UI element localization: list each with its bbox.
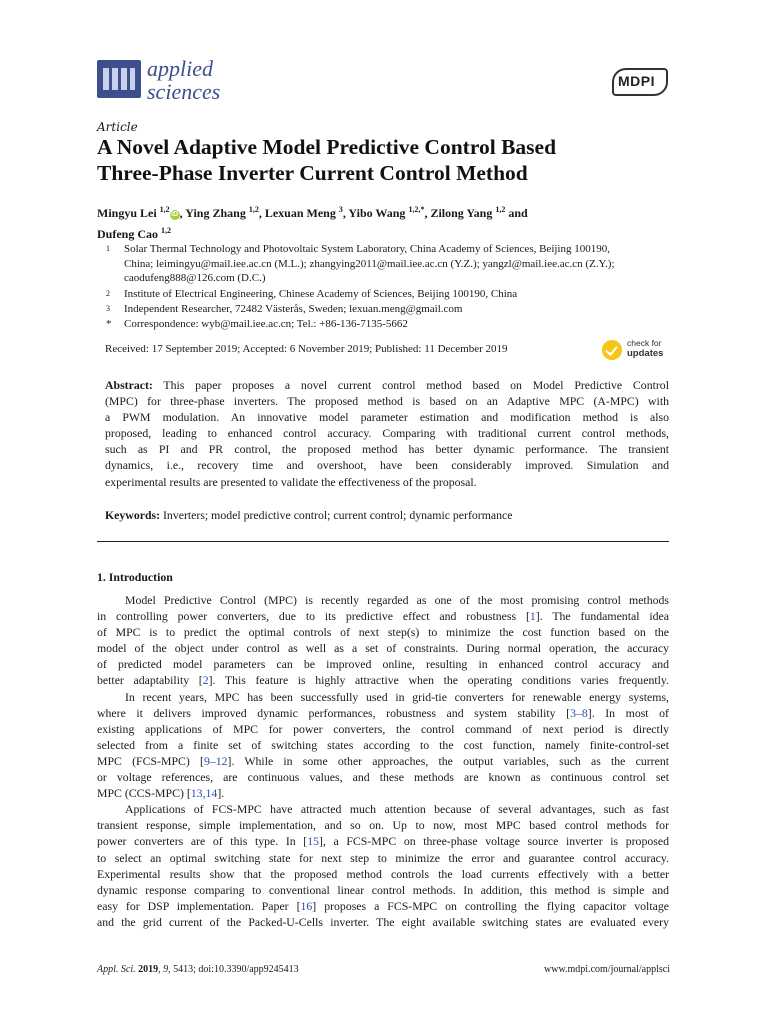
author-name: Ying Zhang: [185, 206, 246, 220]
author-affil-sup: 1,2: [161, 226, 172, 235]
author-affil-sup: 1,2,*: [408, 205, 425, 214]
author-name: Mingyu Lei: [97, 206, 157, 220]
body-line: Applications of FCS-MPC have attracted much attention because of several advantages, such as fast: [125, 802, 669, 817]
abstract-line: a PWM modulation. An innovative model parameter estimation and modification method is also: [105, 410, 669, 425]
body-line: Model Predictive Control (MPC) is recently regarded as one of the most promising control methods: [125, 593, 669, 607]
keywords-label: Keywords:: [105, 508, 161, 522]
title-line: A Novel Adaptive Model Predictive Control Based: [97, 135, 557, 159]
abstract: [105, 377, 669, 490]
affiliation-line: China; leimingyu@mail.iee.ac.cn (M.L.); zhangying2011@mail.iee.ac.cn (Y.Z.); yangzl@mail.iee.ac.cn (Z.Y.);: [124, 257, 615, 270]
journal-name-line1: applied: [147, 56, 213, 81]
mdpi-logo: [612, 68, 670, 98]
author-affil-sup: 3: [338, 205, 343, 214]
affiliation-number: 3: [106, 304, 110, 313]
abstract-line: dynamics, i.e., recovery time and overshoot, have been considerably improved. Simulation and: [105, 458, 669, 473]
journal-logo: [97, 57, 237, 107]
body-line: selected from a finite set of switching states according to the cost function, namely finite-control-set: [97, 737, 669, 752]
citation-link[interactable]: 9–12: [203, 753, 228, 768]
publisher-name: MDPI: [618, 73, 655, 89]
affiliation-line: Institute of Electrical Engineering, Chinese Academy of Sciences, Beijing 100190, China: [124, 288, 518, 300]
body-line: power converters are of this type. In [15], a FCS-MPC on three-phase voltage source inverter is proposed: [97, 834, 669, 849]
page-title: [97, 134, 677, 186]
abstract-line: experimental results are presented to validate the effectiveness of the proposal.: [105, 474, 477, 489]
citation-link[interactable]: 13,14: [190, 786, 218, 801]
author-list: Mingyu Lei $^{1,2}$iD , Ying Zhang $^{1,2}$, Lexuan Meng $^3$, Yibo Wang $^{1,2,*}$, Zilong Yang $^{1,2}$ and Dufeng Cao $^{1,2}$: [97, 205, 528, 241]
footer-year: 2019: [138, 964, 159, 975]
check-updates-line2: updates: [627, 348, 664, 359]
citation-footer: Appl. Sci. 2019, 9, 5413; doi:10.3390/app9245413: [97, 964, 299, 975]
author-affil-sup: 1,2: [159, 205, 170, 214]
author-name: Yibo Wang: [348, 206, 406, 220]
citation-link[interactable]: 15: [307, 834, 320, 849]
author-and: and: [508, 206, 528, 220]
check-updates-line1: check for: [627, 338, 662, 348]
abstract-label: Abstract:: [105, 378, 153, 392]
affiliation-number: *: [106, 318, 112, 330]
body-line: better adaptability [2]. This feature is highly attractive when the operating conditions varies frequently.: [97, 673, 669, 688]
keywords-text: Inverters; model predictive control; current control; dynamic performance: [163, 508, 513, 522]
body-line: where it delivers improved dynamic performances, robustness and system stability [3–8]. In most of: [97, 705, 669, 720]
abstract-line: proposed, leading to enhanced control accuracy. Comparing with traditional current control methods,: [105, 426, 669, 441]
journal-logo-icon: [97, 60, 141, 98]
body-line: easy for DSP implementation. Paper [16] proposes a FCS-MPC on controlling the flying capacitor voltage: [97, 898, 669, 913]
publication-dates: Received: 17 September 2019; Accepted: 6 November 2019; Published: 11 December 2019: [105, 343, 508, 355]
citation-link[interactable]: 2: [202, 673, 209, 688]
affiliation-line: caodufeng888@126.com (D.C.): [124, 272, 266, 285]
footer-journal: Appl. Sci.: [97, 964, 136, 975]
citation-link[interactable]: 3–8: [570, 705, 588, 720]
affiliation-line: Correspondence: wyb@mail.iee.ac.cn; Tel.: +86-136-7135-5662: [124, 318, 408, 330]
intro-text: [97, 592, 669, 930]
body-line: of predicted model parameters can be improved online, resulting in enhanced control accuracy and: [97, 657, 669, 672]
checkmark-icon: [602, 340, 622, 360]
author-name: Zilong Yang: [430, 206, 493, 220]
body-line: in controlling power converters, due to its predictive effect and robustness [1]. The fundamental idea: [97, 609, 669, 624]
section-heading: 1. Introduction: [97, 570, 173, 584]
journal-url-link[interactable]: www.mdpi.com/journal/applsci: [544, 964, 670, 975]
body-line: and the grid current of the Packed-U-Cells inverter. The eight available switching states are evaluated every: [97, 914, 669, 929]
citation-link[interactable]: 16: [300, 898, 313, 913]
body-line: model of the object under control as well as a set of constraints. During normal operation, the accuracy: [97, 641, 669, 656]
footer-volume: 9: [163, 964, 169, 975]
author-affil-sup: 1,2: [495, 205, 506, 214]
orcid-icon[interactable]: iD: [171, 211, 179, 218]
journal-name-line2: sciences: [147, 79, 221, 104]
affiliation-line: Independent Researcher, 72482 Västerås, Sweden; lexuan.meng@gmail.com: [124, 303, 463, 315]
section-divider: [97, 541, 669, 542]
author-affil-sup: 1,2: [248, 205, 259, 214]
title-line: Three-Phase Inverter Current Control Method: [97, 161, 528, 185]
author-name: Dufeng Cao: [97, 227, 159, 241]
body-line: or voltage references, are continuous values, and these methods are known as continuous control set: [97, 770, 669, 785]
footer-doi: , 5413; doi:10.3390/app9245413: [168, 964, 299, 975]
body-line: MPC (CCS-MPC) [13,14].: [97, 786, 225, 801]
body-line: existing applications of MPC for power converters, the control command of next period is directly: [97, 721, 669, 736]
affiliation-line: Solar Thermal Technology and Photovoltaic System Laboratory, China Academy of Sciences, Beijing 100190,: [124, 243, 610, 255]
article-type: Article: [97, 120, 138, 134]
affiliation-number: 1: [106, 244, 110, 253]
body-line: of MPC is to predict the optimal controls of next step(s) to minimize the cost function based on the: [97, 625, 669, 640]
keywords: [105, 507, 669, 523]
body-line: to select an optimal switching state for next step to minimize the error and guarantee control accuracy.: [97, 850, 669, 865]
citation-link[interactable]: 1: [529, 609, 536, 624]
abstract-line: This paper proposes a novel current control method based on Model Predictive Control: [163, 378, 669, 392]
body-line: dynamic response comparing to conventional linear control methods. In addition, this method is simple and: [97, 882, 669, 897]
body-line: Experimental results show that the proposed method controls the load currents effectively with a better: [97, 866, 669, 881]
author-name: Lexuan Meng: [264, 206, 336, 220]
body-line: transient response, simple implementation, and so on. Up to now, most MPC based control methods for: [97, 818, 669, 833]
body-line: MPC (FCS-MPC) [9–12]. While in some other approaches, the output variables, such as the current: [97, 753, 669, 768]
affiliation-number: 2: [106, 289, 110, 298]
body-line: In recent years, MPC has been successfully used in grid-tie converters for renewable energy systems,: [125, 689, 669, 704]
abstract-line: (MPC) for three-phase inverters. The proposed method is based on an Adaptive MPC (A-MPC) with: [105, 394, 669, 409]
check-for-updates-badge[interactable]: [602, 338, 672, 362]
abstract-line: such as PI and PR control, the proposed method has better dynamic performance. The transient: [105, 442, 669, 457]
